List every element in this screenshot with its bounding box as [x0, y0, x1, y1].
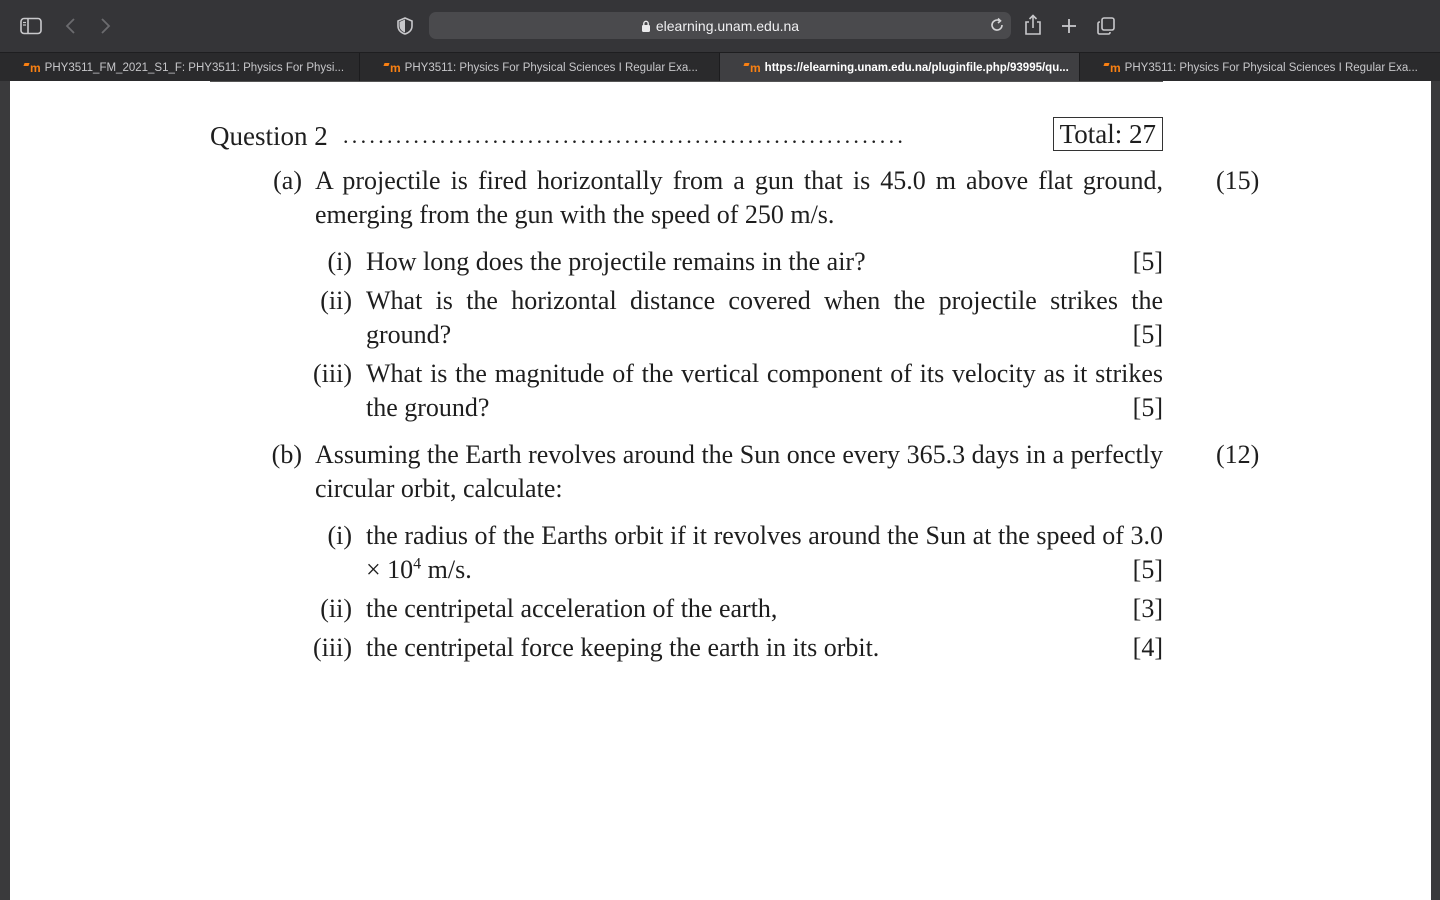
item-text-main: the radius of the Earths orbit if it revolves around the Sun at the speed of 3.0 × 10 [366, 521, 1163, 584]
item-text: the centripetal acceleration of the earth, [366, 594, 778, 623]
sidebar-icon[interactable] [19, 15, 43, 37]
address-bar[interactable] [429, 12, 1011, 39]
tab-title: PHY3511: Physics For Physical Sciences I Regular Exa... [1124, 61, 1418, 74]
tab-overview-icon[interactable] [1094, 14, 1118, 38]
new-tab-icon[interactable] [1058, 15, 1080, 37]
shield-icon[interactable] [395, 15, 415, 37]
item-marks: [3] [1132, 594, 1163, 623]
browser-tab-active[interactable] [720, 53, 1080, 82]
question-header [210, 117, 1163, 153]
part-b-points: (12) [1216, 440, 1260, 469]
item-marks: [5] [1132, 555, 1163, 584]
total-box: Total: 27 [1053, 117, 1163, 151]
browser-tab[interactable] [0, 53, 360, 82]
item-text: How long does the projectile remains in the air? [366, 247, 866, 276]
part-a-text: A projectile is fired horizontally from a gun that is 45.0 m above flat ground, emerging from the gun with the speed of 250 m/s. [315, 166, 1163, 229]
tab-title: https://elearning.unam.edu.na/pluginfile.php/93995/qu... [764, 61, 1069, 74]
part-b-text: Assuming the Earth revolves around the Sun once every 365.3 days in a perfectly circular orbit, calculate: [315, 440, 1163, 503]
item-label: (i) [327, 247, 352, 276]
item-label: (i) [327, 521, 352, 550]
share-icon[interactable] [1022, 13, 1044, 37]
moodle-favicon-icon: m [24, 61, 41, 75]
question-title: Question 2 [210, 121, 328, 151]
back-icon[interactable] [61, 15, 81, 37]
tab-title: PHY3511: Physics For Physical Sciences I Regular Exa... [404, 61, 698, 74]
pdf-page [10, 81, 1431, 900]
item-text: the centripetal force keeping the earth in its orbit. [366, 633, 880, 662]
item-marks: [5] [1132, 247, 1163, 276]
item-text [366, 519, 1163, 587]
part-a-points: (15) [1216, 166, 1260, 195]
browser-toolbar [0, 0, 1440, 52]
item-text-unit: m/s. [421, 555, 472, 584]
part-a-label: (a) [273, 166, 302, 195]
moodle-favicon-icon: m [744, 61, 761, 75]
page-rule [210, 81, 1163, 82]
item-text: What is the magnitude of the vertical component of its velocity as it strikes the ground? [366, 359, 1163, 422]
item-text: What is the horizontal distance covered when the projectile strikes the ground? [366, 286, 1163, 349]
forward-icon[interactable] [95, 15, 115, 37]
exponent: 4 [413, 555, 422, 573]
moodle-favicon-icon: m [1104, 61, 1121, 75]
browser-tab[interactable] [360, 53, 720, 82]
pdf-viewer[interactable] [0, 81, 1440, 900]
item-label: (iii) [313, 359, 352, 388]
item-label: (ii) [320, 594, 352, 623]
tab-bar [0, 52, 1440, 82]
browser-tab[interactable] [1080, 53, 1440, 82]
lock-icon [641, 20, 651, 32]
url-text: elearning.unam.edu.na [655, 17, 800, 34]
item-label: (ii) [320, 286, 352, 315]
item-marks: [5] [1132, 393, 1163, 422]
item-marks: [4] [1132, 633, 1163, 662]
item-label: (iii) [313, 633, 352, 662]
item-marks: [5] [1132, 320, 1163, 349]
moodle-favicon-icon: m [384, 61, 401, 75]
reload-icon[interactable] [989, 17, 1005, 33]
part-b-label: (b) [271, 440, 302, 469]
leader-dots: ................................................................ [343, 123, 907, 148]
tab-title: PHY3511_FM_2021_S1_F: PHY3511: Physics For Physi... [44, 61, 345, 74]
